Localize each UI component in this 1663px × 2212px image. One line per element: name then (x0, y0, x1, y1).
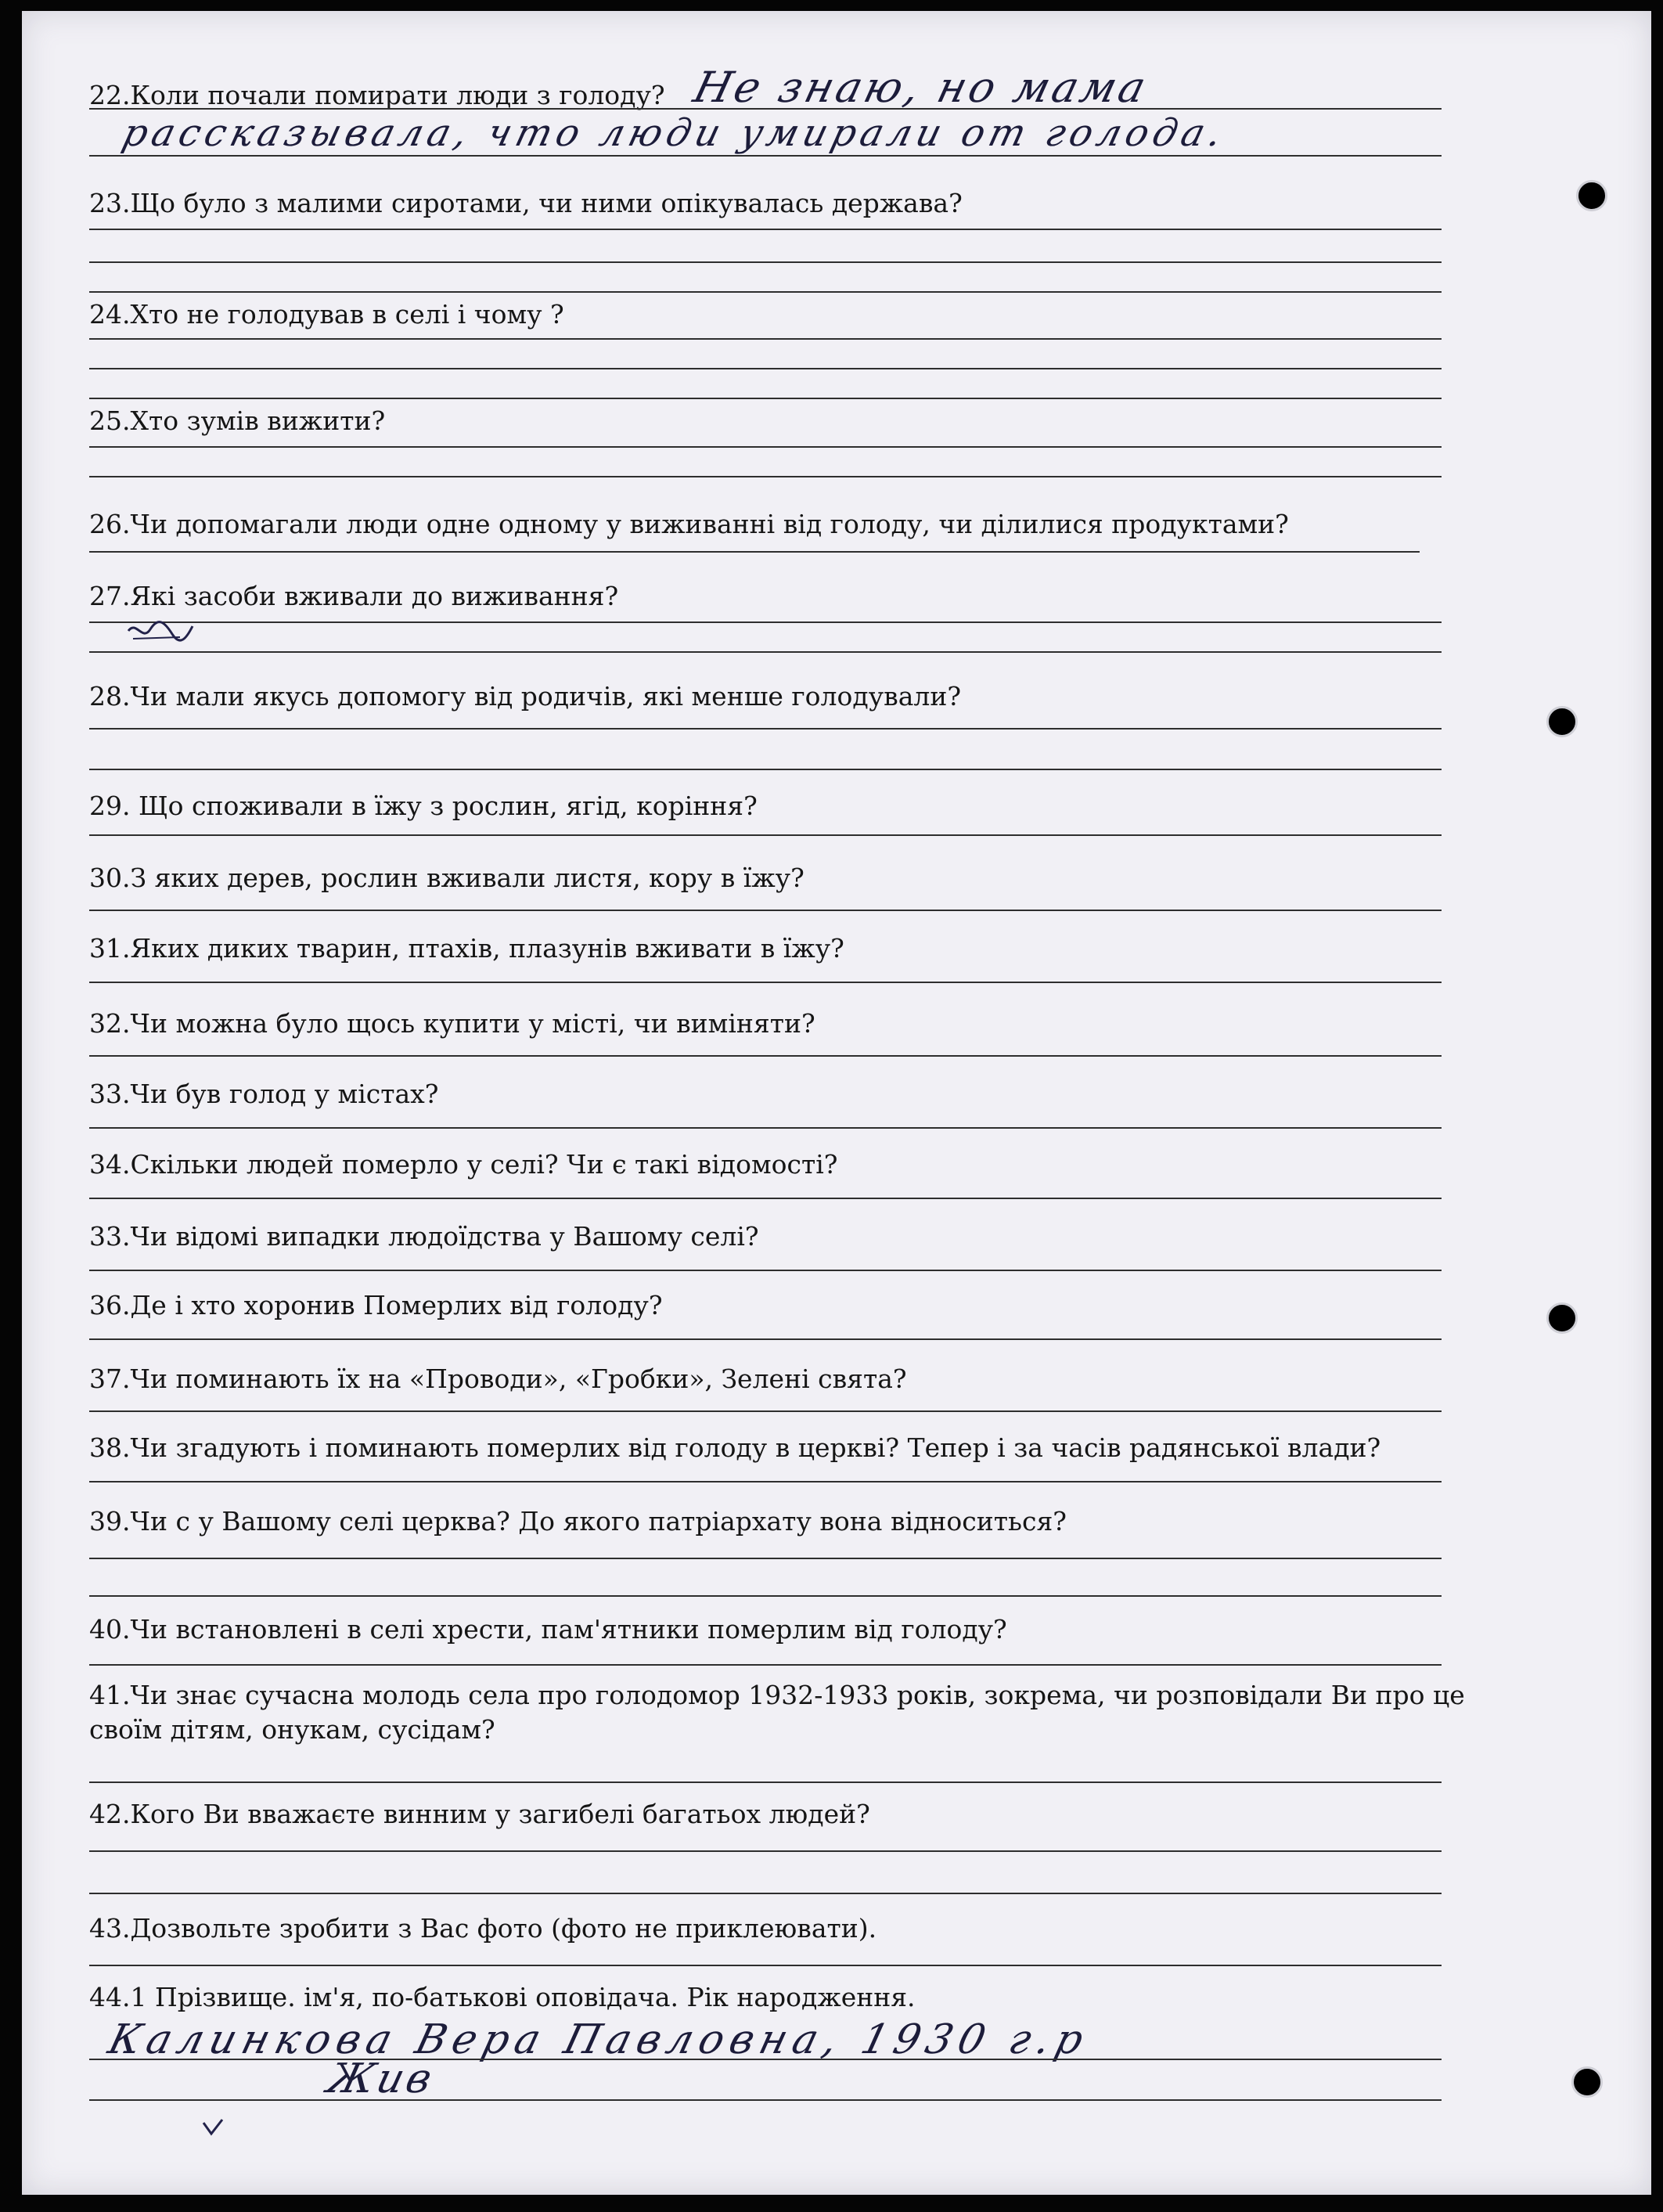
answer-line (89, 446, 1442, 448)
answer-line (89, 1558, 1442, 1559)
handwritten-answer: рассказывала, что люди умирали от голода. (118, 111, 1232, 155)
question-29: 29. Що споживали в їжу з рослин, ягід, коріння? (89, 791, 758, 821)
question-32: 32.Чи можна було щось купити у місті, чи виміняти? (89, 1008, 815, 1039)
answer-line (89, 338, 1442, 340)
handwritten-answer: Не знаю, но мама (689, 63, 1154, 112)
questionnaire-page (22, 11, 1651, 2195)
answer-line (89, 1850, 1442, 1852)
answer-line (89, 1338, 1442, 1340)
answer-line (89, 1270, 1442, 1271)
answer-line (89, 834, 1442, 836)
answer-line (89, 2059, 1442, 2060)
punch-hole (1546, 706, 1578, 737)
question-40: 40.Чи встановлені в селі хрести, пам'ятники померлим від голоду? (89, 1614, 1007, 1645)
question-26: 26.Чи допомагали люди одне одному у виживанні від голоду, чи ділилися продуктами? (89, 509, 1289, 539)
question-27: 27.Які засоби вживали до виживання? (89, 581, 619, 611)
answer-line (89, 155, 1442, 157)
answer-line (89, 229, 1442, 230)
handwritten-answer: Жив (322, 2055, 440, 2102)
handwritten-answer: Калинкова Вера Павловна, 1930 г.р (103, 2016, 1095, 2063)
question-30: 30.З яких дерев, рослин вживали листя, кору в їжу? (89, 863, 805, 893)
answer-line (89, 261, 1442, 263)
answer-line (89, 2099, 1442, 2101)
answer-line (89, 551, 1420, 553)
punch-hole (1571, 2066, 1603, 2098)
answer-line (89, 1410, 1442, 1412)
answer-line (89, 1893, 1442, 1894)
answer-line (89, 1965, 1442, 1966)
question-25: 25.Хто зумів вижити? (89, 405, 386, 436)
question-39: 39.Чи с у Вашому селі церква? До якого патріархату вона відноситься? (89, 1506, 1067, 1537)
question-31: 31.Яких диких тварин, птахів, плазунів вживати в їжу? (89, 933, 844, 964)
question-36: 36.Де і хто хоронив Померлих від голоду? (89, 1290, 663, 1320)
punch-hole (1546, 1302, 1578, 1334)
answer-line (89, 1781, 1442, 1783)
answer-line (89, 1481, 1442, 1482)
question-24: 24.Хто не голодував в селі і чому ? (89, 299, 564, 330)
answer-line (89, 982, 1442, 983)
check-mark (199, 2115, 230, 2138)
answer-line (89, 291, 1442, 293)
question-33: 33.Чи був голод у містах? (89, 1079, 439, 1109)
answer-line (89, 651, 1442, 653)
question-43: 43.Дозвольте зробити з Вас фото (фото не приклеювати). (89, 1913, 877, 1944)
question-42: 42.Кого Ви вважаєте винним у загибелі багатьох людей? (89, 1799, 870, 1829)
answer-line (89, 1055, 1442, 1057)
question-28: 28.Чи мали якусь допомогу від родичів, які менше голодували? (89, 681, 962, 712)
answer-line (89, 769, 1442, 770)
question-34: 34.Скільки людей померло у селі? Чи є такі відомості? (89, 1149, 838, 1180)
question-37: 37.Чи поминають їх на «Проводи», «Гробки», Зелені свята? (89, 1364, 907, 1394)
answer-line (89, 368, 1442, 369)
question-22: 22.Коли почали помирати люди з голоду? (89, 80, 665, 110)
question-35: 33.Чи відомі випадки людоїдства у Вашому селі? (89, 1221, 759, 1252)
question-44-1: 44.1 Прізвище. ім'я, по-батькові оповідача. Рік народження. (89, 1982, 916, 2012)
question-23: 23.Що було з малими сиротами, чи ними опікувалась держава? (89, 188, 963, 218)
answer-line (89, 1664, 1442, 1666)
answer-line (89, 108, 1442, 110)
answer-line (89, 621, 1442, 623)
answer-line (89, 728, 1442, 730)
question-38: 38.Чи згадують і поминають померлих від голоду в церкві? Тепер і за часів радянської влади? (89, 1432, 1381, 1463)
answer-line (89, 398, 1442, 399)
answer-line (89, 1198, 1442, 1199)
question-41: 41.Чи знає сучасна молодь села про голодомор 1932-1933 років, зокрема, чи розповідали Ви про це своїм дітям, онукам, сусідам? (89, 1680, 1465, 1745)
answer-line (89, 1127, 1442, 1129)
answer-line (89, 910, 1442, 911)
scribble-mark (125, 615, 196, 647)
answer-line (89, 1595, 1442, 1597)
answer-line (89, 476, 1442, 477)
punch-hole (1576, 180, 1607, 211)
